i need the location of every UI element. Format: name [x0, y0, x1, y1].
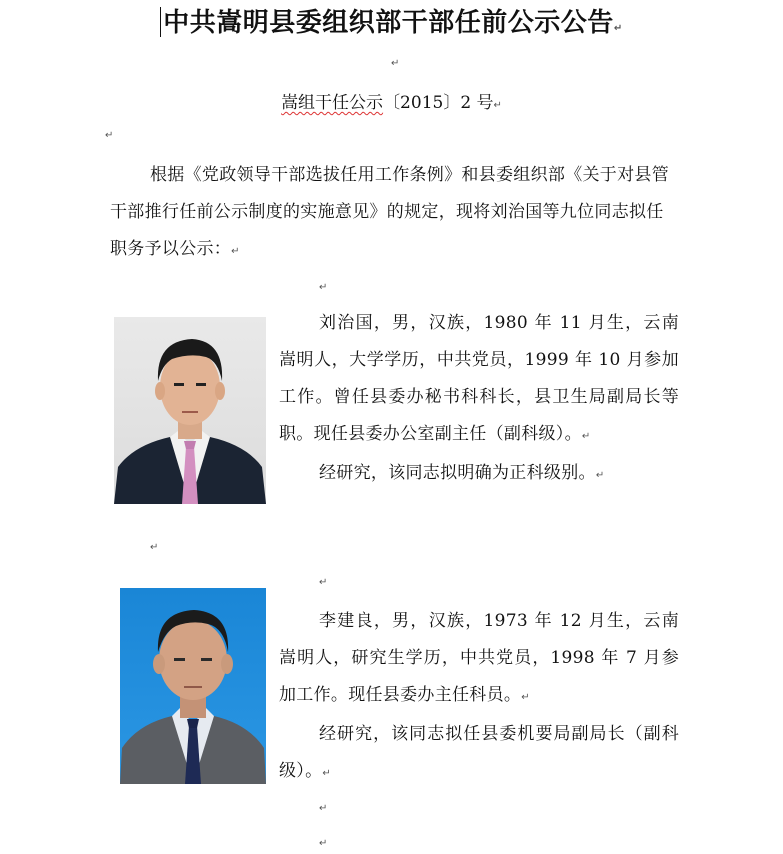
person-photo-li	[120, 588, 266, 784]
person-bio-liu	[279, 305, 679, 494]
paragraph-mark: ↵	[105, 130, 114, 141]
bio-text: 李建良，男，汉族，1973 年 12 月生，云南嵩明人，研究生学历，中共党员，1998 年 7 月参加工作。现任县委办主任科员。	[279, 611, 679, 705]
decision-text: 经研究，该同志拟任县委机要局副局长（副科级）。	[279, 724, 679, 781]
paragraph-mark: ↵	[493, 100, 502, 111]
person-photo-liu	[114, 317, 266, 504]
paragraph-mark: ↵	[521, 692, 530, 703]
title-text: 中共嵩明县委组织部干部任前公示公告	[163, 8, 614, 38]
doc-number-value: 〔2015〕2 号	[383, 93, 494, 113]
paragraph-mark: ↵	[613, 23, 623, 34]
person-bio-li	[279, 603, 679, 792]
bio-text: 刘治国，男，汉族，1980 年 11 月生，云南嵩明人，大学学历，中共党员，1999 年 10 月参加工作。曾任县委办秘书科科长，县卫生局副局长等职。现任县委办公室副主任（副科级）。	[279, 313, 679, 444]
text-cursor	[160, 7, 161, 37]
paragraph-mark: ↵	[391, 58, 400, 69]
doc-number-prefix: 嵩组干任公示	[281, 93, 384, 113]
intro-text: 根据《党政领导干部选拔任用工作条例》和县委组织部《关于对县管干部推行任前公示制度的实施意见》的规定，现将刘治国等九位同志拟任职务予以公示：	[110, 165, 669, 259]
paragraph-mark: ↵	[595, 470, 605, 481]
paragraph-mark: ↵	[319, 803, 328, 814]
paragraph-mark: ↵	[319, 838, 328, 849]
document-number	[0, 88, 783, 113]
paragraph-mark: ↵	[581, 431, 591, 442]
paragraph-mark: ↵	[319, 577, 328, 588]
portrait-image	[114, 317, 266, 504]
intro-paragraph	[110, 157, 680, 270]
decision-text: 经研究，该同志拟明确为正科级别。	[319, 463, 596, 483]
paragraph-mark: ↵	[150, 542, 159, 553]
announcement-title	[0, 2, 783, 39]
paragraph-mark: ↵	[322, 768, 332, 779]
paragraph-mark: ↵	[231, 246, 240, 257]
portrait-image	[120, 588, 266, 784]
paragraph-mark: ↵	[319, 282, 328, 293]
